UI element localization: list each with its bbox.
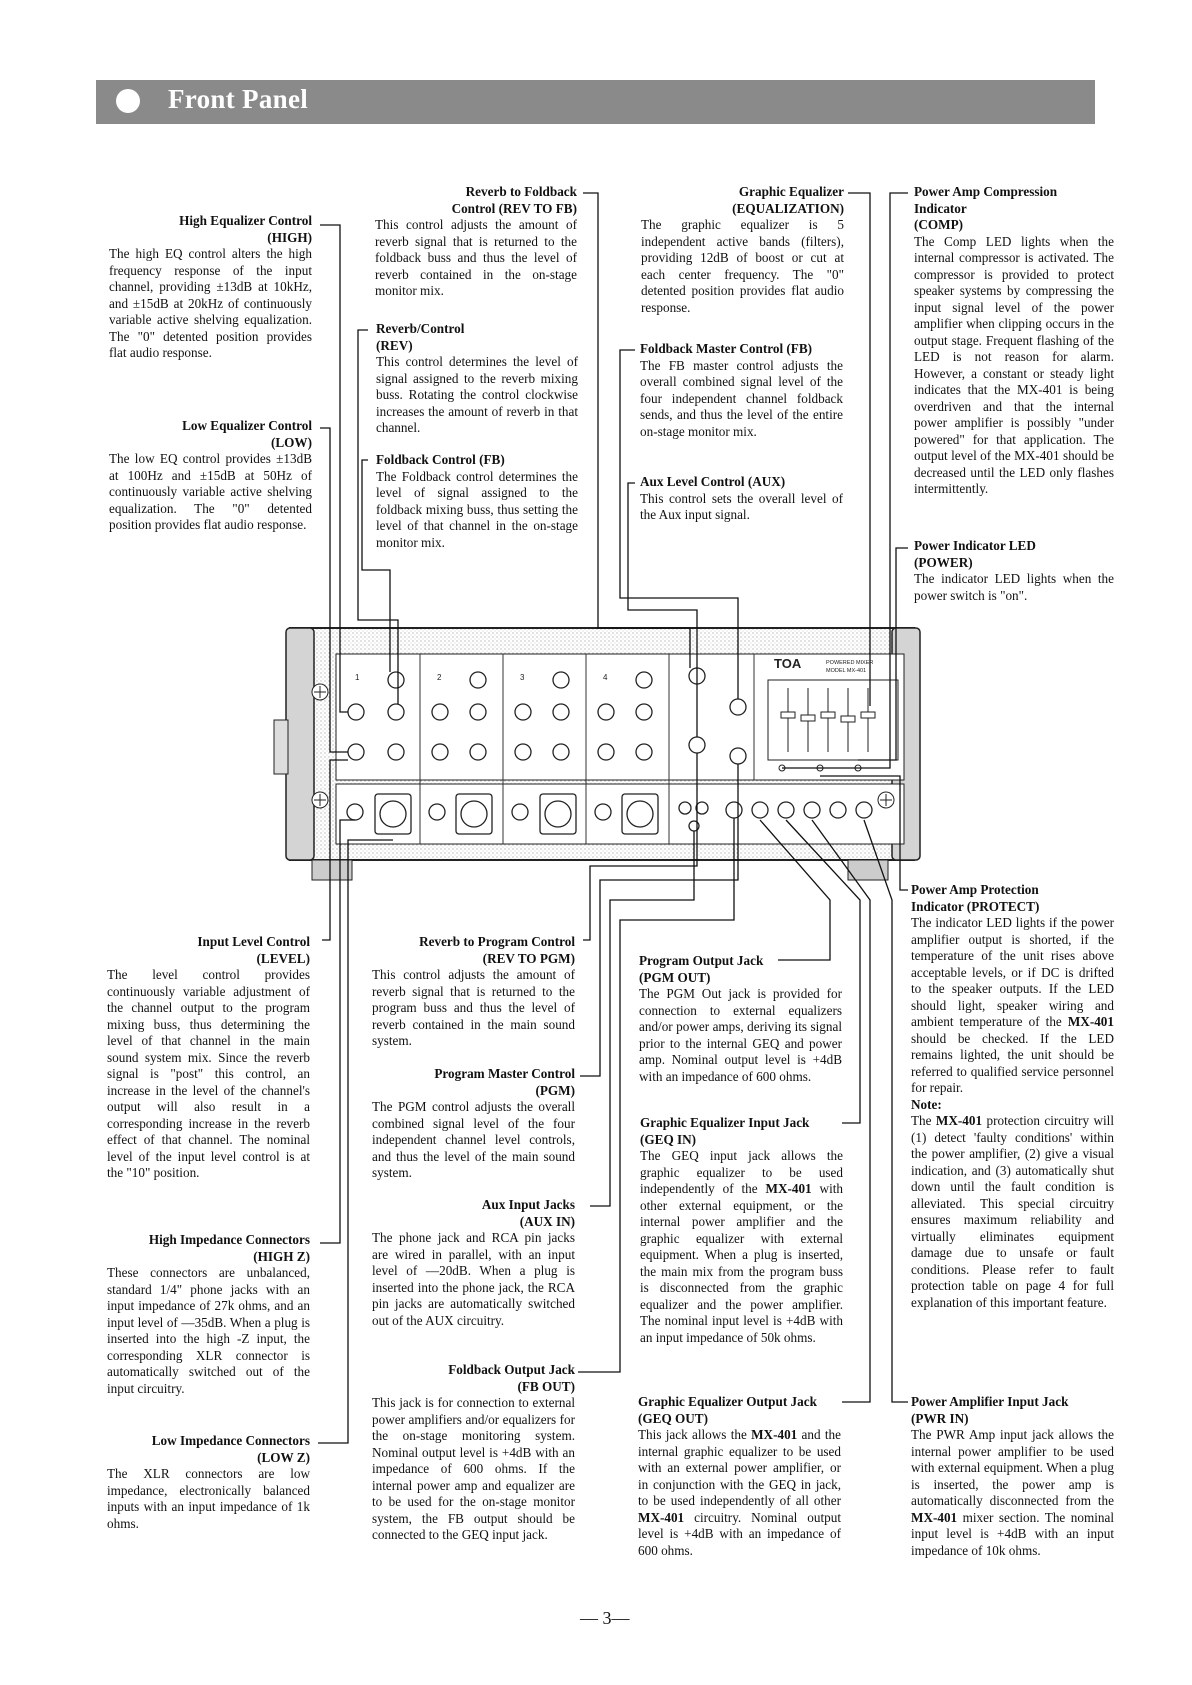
pgm-desc	[372, 1066, 575, 1182]
heading: Aux Level Control (AUX)	[640, 474, 786, 489]
description: The XLR connectors are low impedance, electronically balanced inputs with an input impedance of 1k ohms.	[107, 1466, 310, 1531]
description: This control adjusts the amount of reverb signal that is returned to the foldback buss and thus the level of reverb contained in the on-stage monitor mix.	[375, 217, 577, 298]
heading-sub: (REV TO PGM)	[482, 950, 575, 966]
high-z-desc	[107, 1232, 310, 1397]
heading: Reverb to Program Control	[419, 934, 575, 949]
heading: Foldback Master Control (FB)	[640, 341, 813, 356]
channel-label: 1	[355, 673, 360, 682]
description: The graphic equalizer is 5 independent active bands (filters), providing 12dB of boost or cut at each center frequency. The "0" detented position provides flat audio response.	[641, 217, 844, 315]
protect-desc	[911, 882, 1114, 1311]
rev-to-pgm-desc	[372, 934, 575, 1050]
pwr-in-desc	[911, 1394, 1114, 1559]
heading: Power Amp Compression	[914, 184, 1058, 199]
heading-sub: (AUX IN)	[519, 1213, 575, 1229]
heading: Program Master Control	[434, 1066, 575, 1081]
geq-out-desc	[638, 1394, 841, 1559]
heading: High Impedance Connectors	[148, 1232, 310, 1247]
heading-sub: (FB OUT)	[517, 1378, 575, 1394]
model-line-1: POWERED MIXER	[826, 660, 874, 666]
page-number: — 3—	[580, 1608, 630, 1628]
heading: Reverb to Foldback	[465, 184, 577, 199]
aux-in-desc	[372, 1197, 575, 1329]
channel-label: 4	[603, 673, 608, 682]
heading: Power Amplifier Input Jack	[911, 1394, 1069, 1409]
heading: Program Output Jack	[639, 953, 764, 968]
heading-sub: (GEQ OUT)	[638, 1410, 708, 1426]
channel-label: 2	[437, 673, 442, 682]
description: This jack allows the MX-401 and the internal graphic equalizer to be used with an external power amplifier, or in conjunction with the GEQ in jack, to be used independently of all other MX-401 circuitry. Nominal output level is +4dB with an impedance of 600 ohms.	[638, 1427, 841, 1558]
heading-sub2: (COMP)	[914, 217, 964, 232]
description: This control sets the overall level of the Aux input signal.	[640, 490, 843, 522]
description: The PGM Out jack is provided for connection to external equalizers and/or power amps, deriving its signal prior to the internal GEQ and power amp. Nominal output level is +4dB with an impedance of 600 ohms.	[639, 986, 842, 1084]
description: This control adjusts the amount of reverb signal that is returned to the program buss and thus the level of reverb contained in the main sound system.	[372, 967, 575, 1048]
heading-sub: (REV)	[376, 337, 413, 353]
description: This control determines the level of signal assigned to the reverb mixing buss. Rotating the control clockwise increases the amount of reverb in that channel.	[376, 354, 578, 435]
heading: Aux Input Jacks	[481, 1197, 575, 1212]
heading-sub: Indicator	[914, 200, 967, 216]
description: The low EQ control provides ±13dB at 100Hz and ±15dB at 50Hz of continuously variable active shelving equalization. The "0" detented position provides flat audio response.	[109, 451, 312, 532]
heading: Graphic Equalizer Output Jack	[638, 1394, 817, 1409]
heading: Graphic Equalizer	[738, 184, 844, 199]
level-desc	[107, 934, 310, 1182]
pgm-out-desc	[639, 953, 842, 1085]
heading: Power Indicator LED	[914, 538, 1036, 553]
heading-sub: (PWR IN)	[911, 1410, 969, 1426]
description: The PGM control adjusts the overall combined signal level of the four independent channel level controls, and thus the level of the main sound system.	[372, 1099, 575, 1180]
heading-sub: (HIGH)	[267, 229, 312, 245]
heading-sub: (LOW)	[270, 434, 312, 450]
heading-sub: (EQUALIZATION)	[732, 200, 844, 216]
heading: Low Equalizer Control	[182, 418, 312, 433]
geq-in-desc	[640, 1115, 843, 1346]
heading: Foldback Control (FB)	[376, 452, 505, 467]
heading-sub: (LEVEL)	[256, 950, 310, 966]
description: The indicator LED lights when the power switch is "on".	[914, 571, 1114, 603]
fb-out-desc	[372, 1362, 575, 1544]
heading: Reverb/Control	[376, 321, 465, 336]
heading: Foldback Output Jack	[448, 1362, 575, 1377]
heading-sub: Control (REV TO FB)	[451, 200, 577, 216]
heading-sub: (GEQ IN)	[640, 1131, 697, 1147]
heading-sub: (HIGH Z)	[253, 1248, 310, 1264]
page-title: Front Panel	[168, 84, 309, 114]
description: These connectors are unbalanced, standard 1/4" phone jacks with an input impedance of 27k ohms, and an input level of —35dB. When a plug is inserted into the high -Z input, the corresponding XLR connector is automatically switched out of the input circuitry.	[107, 1265, 310, 1396]
heading-sub: (PGM OUT)	[639, 969, 711, 985]
heading-sub: (POWER)	[914, 554, 973, 570]
heading: Input Level Control	[197, 934, 310, 949]
heading: Low Impedance Connectors	[151, 1433, 310, 1448]
description: The phone jack and RCA pin jacks are wired in parallel, with an input level of —20dB. When a plug is inserted into the phone jack, the RCA pin jacks are automatically switched out of the AUX circuitry.	[372, 1230, 575, 1328]
channel-label: 3	[520, 673, 525, 682]
description: The Foldback control determines the level of signal assigned to the foldback mixing buss, thus setting the level of that channel in the on-stage monitor mix.	[376, 468, 578, 550]
description: The Comp LED lights when the internal compressor is activated. The compressor is provided to protect speaker systems by compressing the input signal level of the power amplifier when clipping occurs in the output stage. Frequent flashing of the LED is not reason for alarm. However, a constant or steady light indicates that the MX-401 is being overdriven and that the internal power amplifier is possibly "under powered" for that application. The output level of the MX-401 should be decreased until the LED only flashes intermittently.	[914, 233, 1114, 496]
description: The FB master control adjusts the overall combined signal level of the four independent channel foldback sends, and thus the level of the entire on-stage monitor mix.	[640, 357, 843, 439]
heading-sub: Indicator (PROTECT)	[911, 898, 1040, 914]
description: The high EQ control alters the high frequency response of the input channel, providing ±13dB at 10kHz, and ±15dB at 20kHz of continuously variable active shelving equalization. The "0" detented position provides flat audio response.	[109, 246, 312, 360]
description: The PWR Amp input jack allows the internal power amplifier to be used with external equipment. When a plug is inserted, the power amp is automatically disconnected from the MX-401 mixer section. The nominal input level is +4dB with an input impedance of 10k ohms.	[911, 1427, 1114, 1558]
heading: Graphic Equalizer Input Jack	[640, 1115, 810, 1130]
heading-sub: (PGM)	[535, 1082, 575, 1098]
heading-sub: (LOW Z)	[257, 1449, 310, 1465]
model-line-2: MODEL MX-401	[826, 668, 867, 674]
heading: High Equalizer Control	[179, 213, 312, 228]
low-z-desc	[107, 1433, 310, 1532]
heading: Power Amp Protection	[911, 882, 1039, 897]
description: This jack is for connection to external power amplifiers and/or equalizers for the on-stage monitoring system. Nominal output level is +4dB with an impedance of 600 ohms. If the internal power amp and equalizer are to be used for the on-stage monitor system, the FB output should be connected to the GEQ input jack.	[372, 1395, 575, 1542]
description: The indicator LED lights if the power amplifier output is shorted, if the temperature of the unit rises above acceptable levels, or if DC is drifted to the speaker outputs. If the LED should light, speaker wiring and ambient temperature of the MX-401 should be checked. If the LED remains lighted, the unit should be referred to qualified service personnel for repair.	[911, 915, 1114, 1095]
description: The GEQ input jack allows the graphic equalizer to be used independently of the MX-401 with other external equipment, or the internal power amplifier and the graphic equalizer with external equipment. When a plug is inserted, the main mix from the program buss is disconnected from the graphic equalizer and the power amplifier. The nominal input level is +4dB with an input impedance of 50k ohms.	[640, 1148, 843, 1345]
note-text: The MX-401 protection circuitry will (1) detect 'faulty conditions' within the power amplifier, (2) give a visual indication, and (3) automatically shut down until the fault condition is alleviated. This special circuitry ensures maximum reliability and virtually eliminates equipment damage due to unsafe or fault conditions. Please refer to fault protection table on page 4 for full explanation of this important feature.	[911, 1113, 1114, 1310]
geq-sliders	[768, 680, 898, 760]
description: The level control provides continuously variable adjustment of the channel output to the program mixing buss, thus determining the level of that channel in the main sound system mix. Since the reverb signal is "post" this control, an increase in the level of the channel's output will also result in a corresponding increase in the reverb effect of that channel. The nominal level of the input level control is at the "10" position.	[107, 967, 310, 1180]
note-heading: Note:	[911, 1096, 942, 1112]
brand-logo: TOA	[774, 656, 802, 671]
